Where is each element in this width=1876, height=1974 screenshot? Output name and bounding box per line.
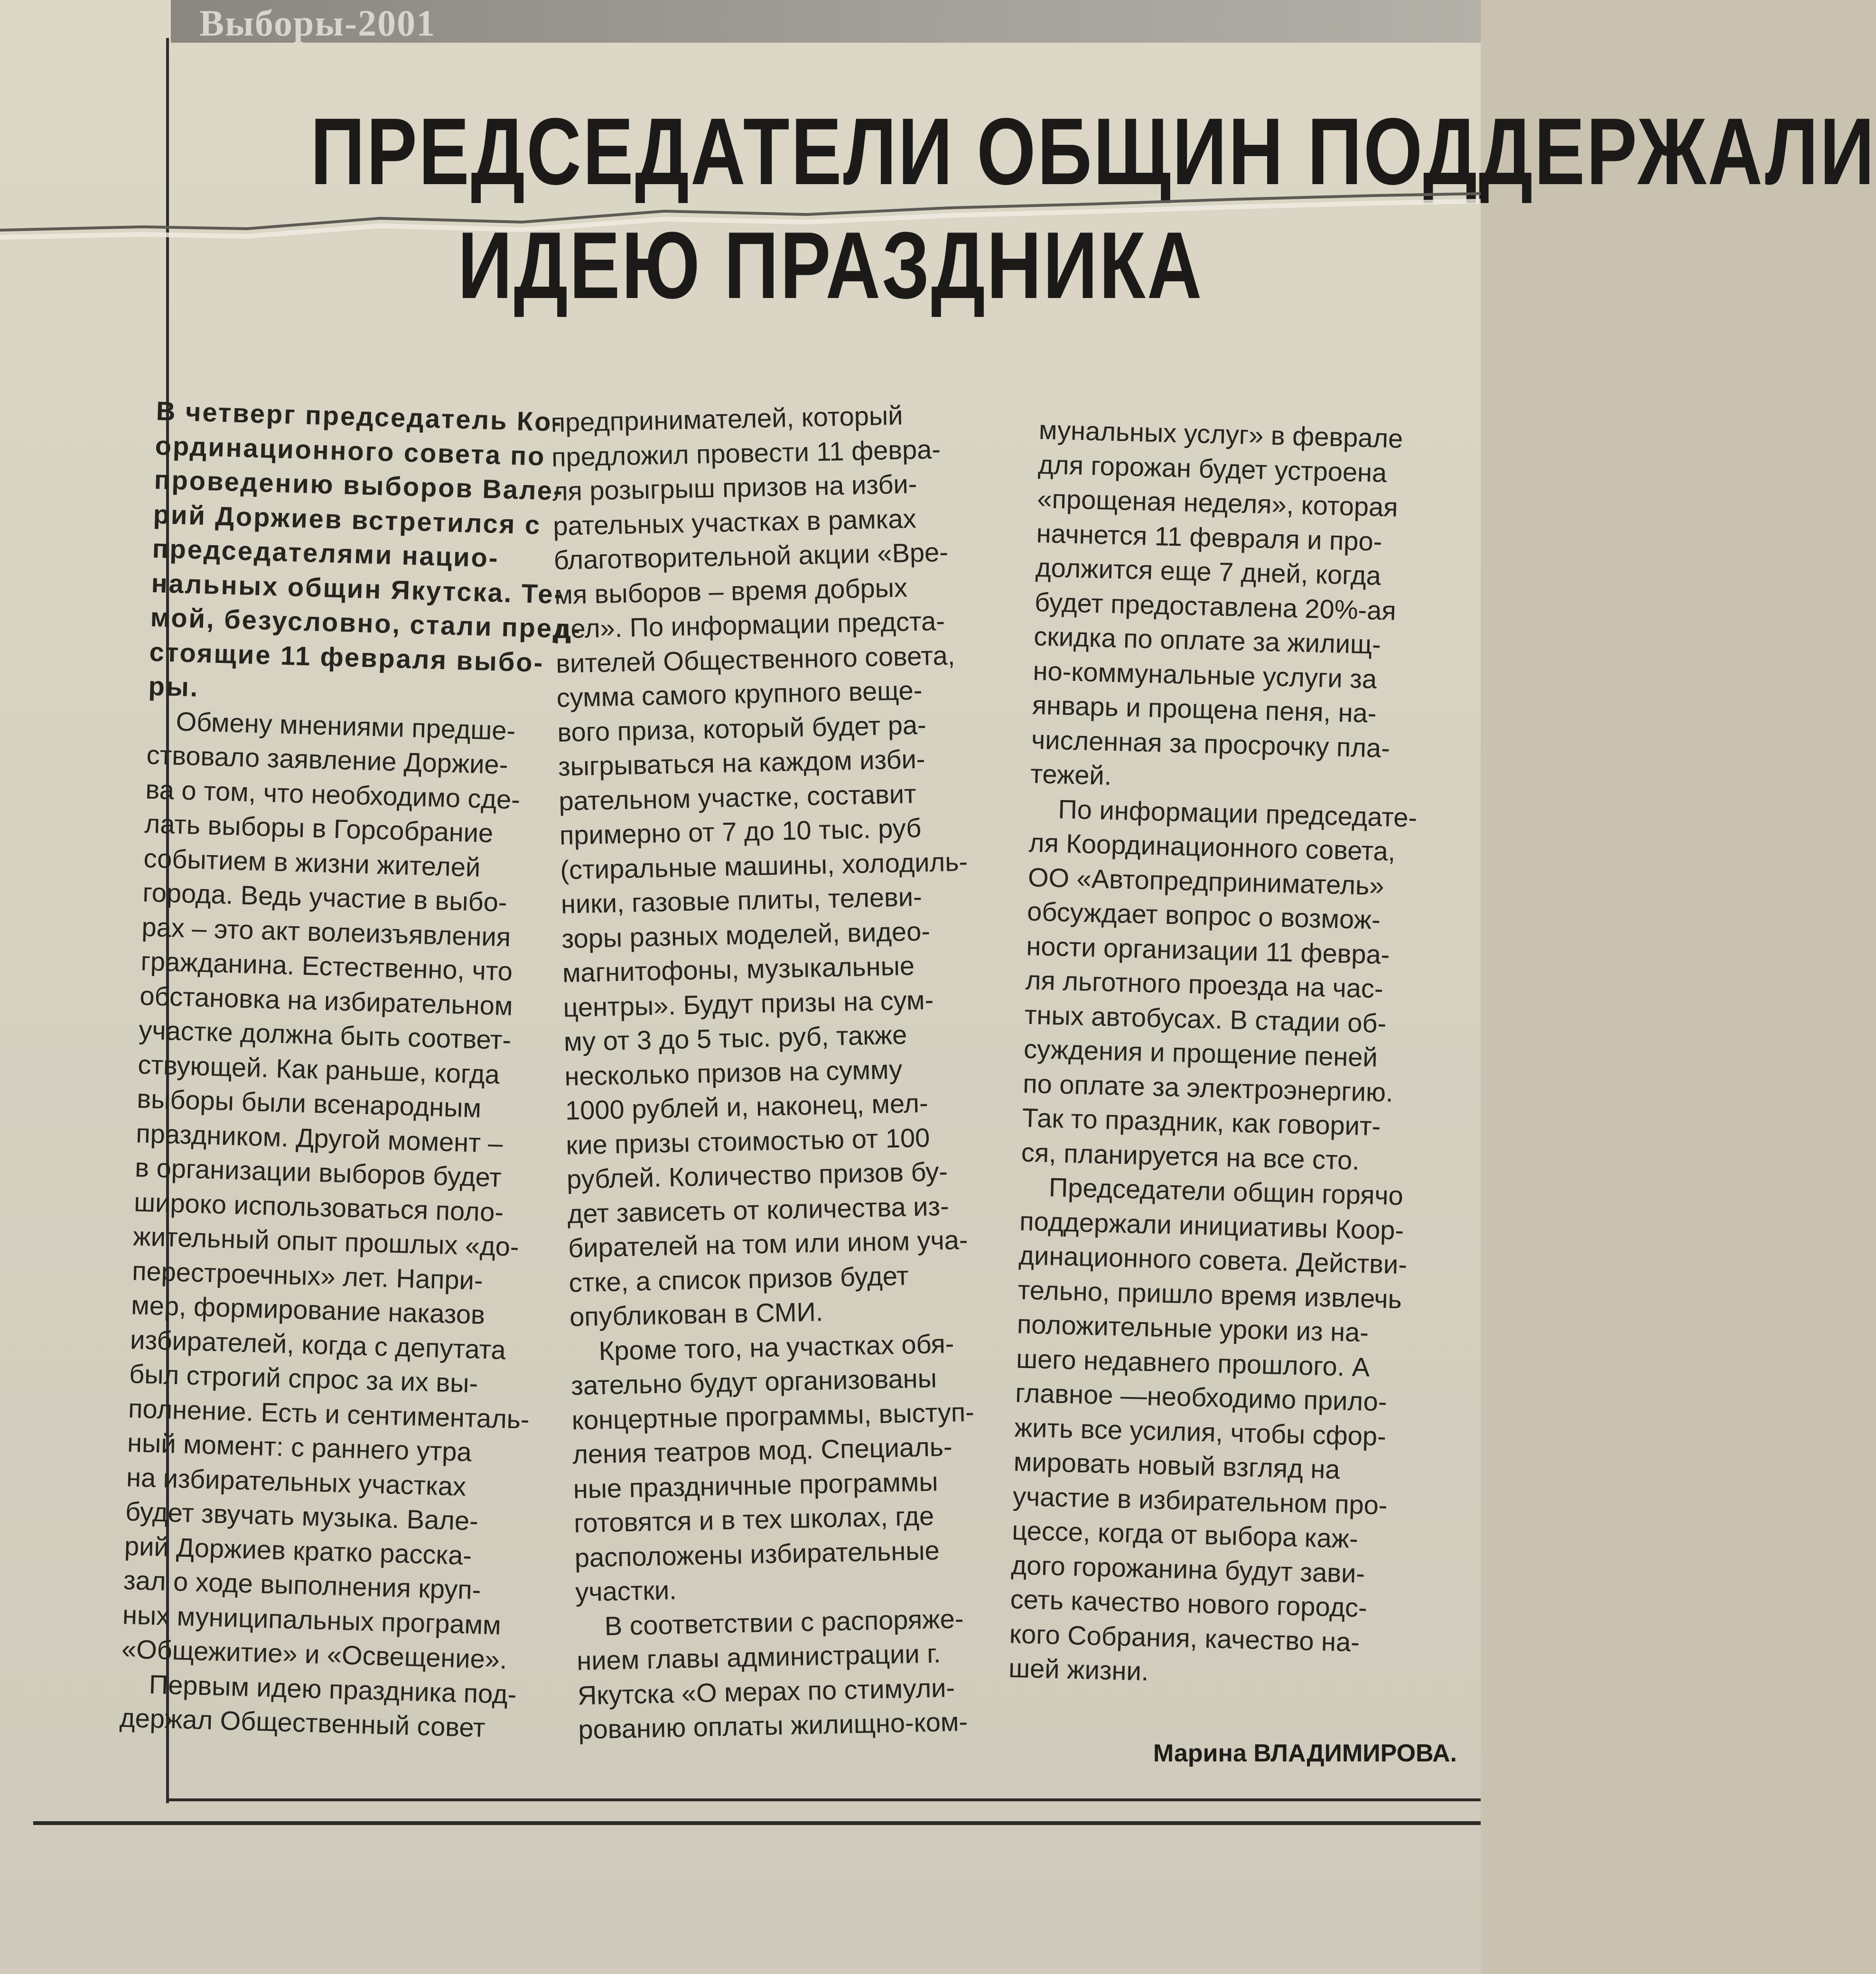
article-column-2 xyxy=(551,396,1048,1747)
text-line: стоящие 11 февраля выбо- xyxy=(149,636,545,678)
text-line: дел». По информации предста- xyxy=(555,605,945,644)
text-line: поддержали инициативы Коор- xyxy=(1019,1206,1404,1245)
text-line: мер, формирование наказов xyxy=(131,1290,485,1330)
text-line: положительные уроки из на- xyxy=(1017,1309,1369,1348)
text-line: Обмену мнениями предше- xyxy=(175,706,516,745)
text-line: будет звучать музыка. Вале- xyxy=(125,1496,479,1536)
text-line: в организации выборов будет xyxy=(134,1152,502,1192)
text-line: Председатели общин горячо xyxy=(1048,1172,1404,1211)
text-line: ные праздничные программы xyxy=(573,1466,939,1504)
text-line: В четверг председатель Ко- xyxy=(156,395,563,437)
text-line: рий Доржиев кратко расска- xyxy=(124,1530,472,1570)
text-line: ры. xyxy=(148,670,200,702)
text-line: предпринимателей, который xyxy=(551,400,904,438)
headline-line-1: ПРЕДСЕДАТЕЛИ ОБЩИН ПОДДЕРЖАЛИ xyxy=(310,99,1876,205)
text-line: центры». Будут призы на сум- xyxy=(562,984,934,1023)
article-column-3 xyxy=(1008,413,1466,1696)
headline-line-2: ИДЕЮ ПРАЗДНИКА xyxy=(457,213,1204,318)
text-line: вого приза, который будет ра- xyxy=(557,709,927,747)
text-line: жить все усилия, чтобы сфор- xyxy=(1014,1412,1387,1451)
body-text xyxy=(119,703,546,1746)
text-line: динационного совета. Действи- xyxy=(1018,1240,1408,1280)
text-line: мя выборов – время добрых xyxy=(554,572,908,610)
text-line: жительный опыт прошлых «до- xyxy=(132,1221,520,1262)
text-line: рублей. Количество призов бу- xyxy=(566,1156,948,1194)
text-line: ва о том, что необходимо сде- xyxy=(145,774,521,815)
text-line: ся, планируется на все сто. xyxy=(1021,1137,1360,1175)
lead-paragraph xyxy=(148,394,582,715)
text-line: ности организации 11 февра- xyxy=(1026,931,1391,969)
text-line: шего недавнего прошлого. А xyxy=(1016,1343,1371,1382)
text-line: на избирательных участках xyxy=(126,1462,467,1501)
text-line: был строгий спрос за их вы- xyxy=(129,1359,479,1398)
text-line: зоры разных моделей, видео- xyxy=(561,915,931,954)
text-line: рательных участках в рамках xyxy=(552,503,917,541)
text-line: обсуждает вопрос о возмож- xyxy=(1027,896,1381,935)
text-line: ных муниципальных программ xyxy=(122,1599,502,1640)
text-line: ля Координационного совета, xyxy=(1028,827,1396,866)
text-line: главное —необходимо прило- xyxy=(1015,1378,1388,1417)
text-line: праздником. Другой момент – xyxy=(135,1117,504,1158)
text-line: перестроечных» лет. Напри- xyxy=(131,1255,484,1295)
text-line: ный момент: с раннего утра xyxy=(127,1427,472,1467)
author-signature: Марина ВЛАДИМИРОВА. xyxy=(1153,1740,1457,1767)
text-line: ствующей. Как раньше, когда xyxy=(137,1049,500,1089)
text-line: кие призы стоимостью от 100 xyxy=(565,1122,930,1160)
text-line: стке, а список призов будет xyxy=(569,1260,909,1298)
text-line: председателями нацио- xyxy=(152,533,500,573)
text-line: В соответствии с распоряже- xyxy=(604,1603,964,1641)
text-line: 1000 рублей и, наконец, мел- xyxy=(565,1088,929,1126)
text-line: будет предоставлена 20%-ая xyxy=(1034,587,1397,625)
text-line: ления театров мод. Специаль- xyxy=(572,1431,953,1470)
text-line: сеть качество нового городс- xyxy=(1010,1584,1368,1623)
text-line: должится еще 7 дней, когда xyxy=(1035,552,1381,591)
text-line: сумма самого крупного веще- xyxy=(556,675,923,713)
text-line: ординационного совета по xyxy=(155,430,546,471)
page-bottom-rule xyxy=(33,1821,1481,1825)
text-line: готовятся и в тех школах, где xyxy=(573,1500,934,1538)
text-line: численная за просрочку пла- xyxy=(1031,724,1391,763)
text-line: ля льготного проезда на час- xyxy=(1025,965,1384,1004)
text-line: мировать новый взгляд на xyxy=(1013,1446,1341,1485)
text-line: для горожан будет устроена xyxy=(1037,449,1387,488)
text-line: скидка по оплате за жилищ- xyxy=(1033,621,1381,660)
text-line: но-коммунальные услуги за xyxy=(1032,655,1377,694)
text-line: Кроме того, на участках обя- xyxy=(598,1328,954,1366)
text-line: нальных общин Якутска. Те- xyxy=(151,568,565,609)
text-line: Якутска «О мерах по стимули- xyxy=(577,1672,955,1710)
text-line: начнется 11 февраля и про- xyxy=(1036,518,1383,557)
text-line: предложил провести 11 февра- xyxy=(551,434,941,472)
text-line: дого горожанина будут зави- xyxy=(1010,1549,1365,1588)
text-line: «Общежитие» и «Освещение». xyxy=(121,1633,508,1675)
text-line: январь и прощена пеня, на- xyxy=(1032,689,1377,728)
text-line: ники, газовые плиты, телеви- xyxy=(560,881,923,919)
text-line: ствовало заявление Доржие- xyxy=(146,739,509,780)
text-line: держал Общественный совет xyxy=(119,1702,486,1743)
text-line: примерно от 7 до 10 тыс. руб xyxy=(559,812,922,850)
frame-bottom-rule xyxy=(166,1798,1481,1801)
paper-tear xyxy=(0,185,1481,266)
text-line: участки. xyxy=(575,1574,677,1607)
text-line: цессе, когда от выбора каж- xyxy=(1011,1515,1359,1554)
text-line: рательном участке, составит xyxy=(558,778,917,816)
text-line: магнитофоны, музыкальные xyxy=(562,950,915,988)
text-line: выборы были всенародным xyxy=(136,1083,482,1123)
text-line: тных автобусах. В стадии об- xyxy=(1024,999,1387,1038)
text-line: участке должна быть соответ- xyxy=(138,1015,512,1055)
text-line: событием в жизни жителей xyxy=(143,843,481,882)
text-line: участие в избирательном про- xyxy=(1012,1480,1388,1520)
text-line: дет зависеть от количества из- xyxy=(567,1191,950,1229)
text-line: По информации председате- xyxy=(1057,793,1418,833)
text-line: опубликован в СМИ. xyxy=(569,1296,823,1332)
text-line: тежей. xyxy=(1030,758,1112,791)
text-line: лать выборы в Горсобрание xyxy=(144,808,494,848)
text-line: му от 3 до 5 тыс. руб, также xyxy=(563,1019,907,1057)
text-line: расположены избирательные xyxy=(574,1535,940,1573)
text-line: избирателей, когда с депутата xyxy=(130,1324,506,1365)
text-line: Первым идею праздника под- xyxy=(149,1669,517,1709)
text-line: рах – это акт волеизъявления xyxy=(141,912,512,952)
text-line: тельно, пришло время извлечь xyxy=(1017,1274,1402,1314)
text-line: благотворительной акции «Вре- xyxy=(553,537,949,575)
text-line: ля розыгрыш призов на изби- xyxy=(552,468,917,506)
text-line: обстановка на избирательном xyxy=(139,980,513,1021)
text-line: шей жизни. xyxy=(1008,1653,1149,1686)
text-line: «прощеная неделя», которая xyxy=(1036,483,1399,522)
text-line: рий Доржиев встретился с xyxy=(153,499,542,540)
text-line: широко использоваться поло- xyxy=(133,1186,504,1227)
text-line: концертные программы, выступ- xyxy=(571,1397,975,1435)
text-line: вителей Общественного совета, xyxy=(555,640,955,679)
text-line: кого Собрания, качество на- xyxy=(1009,1618,1360,1657)
text-line: ОО «Автопредприниматель» xyxy=(1027,862,1385,901)
text-line: суждения и прощение пеней xyxy=(1023,1034,1378,1072)
text-line: гражданина. Естественно, что xyxy=(140,946,513,987)
text-line: нием главы администрации г. xyxy=(576,1638,941,1676)
text-line: рованию оплаты жилищно-ком- xyxy=(578,1706,968,1745)
text-line: города. Ведь участие в выбо- xyxy=(142,877,508,918)
article-column-1 xyxy=(119,394,582,1746)
text-line: Так то праздник, как говорит- xyxy=(1021,1102,1381,1142)
text-line: по оплате за электроэнергию. xyxy=(1022,1068,1394,1108)
text-line: зал о ходе выполнения круп- xyxy=(123,1565,482,1605)
text-line: несколько призов на сумму xyxy=(564,1054,903,1091)
text-line: зательно будут организованы xyxy=(570,1363,937,1401)
text-line: мой, безусловно, стали пред- xyxy=(149,602,582,644)
rubric-label: Выборы-2001 xyxy=(199,2,436,44)
text-line: бирателей на том или ином уча- xyxy=(568,1224,969,1263)
text-line: полнение. Есть и сентименталь- xyxy=(128,1393,530,1434)
text-line: (стиральные машины, холодиль- xyxy=(560,846,968,885)
text-line: зыгрываться на каждом изби- xyxy=(558,744,926,782)
text-line: проведению выборов Вале- xyxy=(154,464,564,506)
text-line: мунальных услуг» в феврале xyxy=(1038,414,1404,454)
